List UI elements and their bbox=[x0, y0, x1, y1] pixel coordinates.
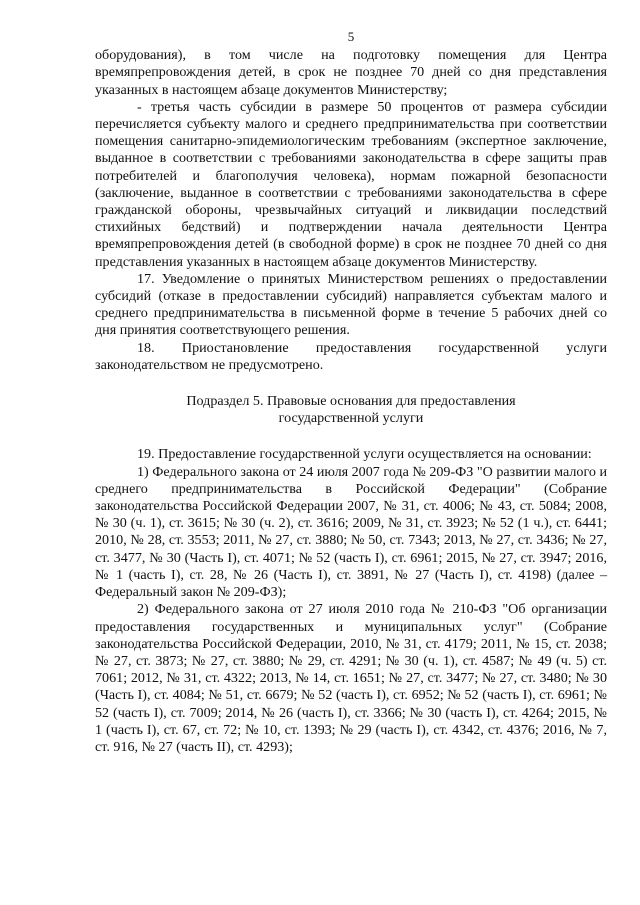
paragraph-third-subsidy-part: - третья часть субсидии в размере 50 процентов от размера субсидии перечисляется субъекту малого и среднего предпринимательства при соответствии помещения санитарно-эпидемиологическим требованиям (экспертное заключение, выданное в соответствии с требованиями законодательства в сфере защиты прав потребителей и благополучия человека), нормам пожарной безопасности (заключение, выданное в соответствии с требованиями законодательства в сфере гражданской обороны, чрезвычайных ситуаций и ликвидации последствий стихийных бедствий) и подтверждении начала деятельности Центра времяпрепровождения детей (в свободной форме) в срок не позднее 70 дней со дня представления указанных в настоящем абзаце документов Министерству. bbox=[95, 98, 607, 270]
spacer bbox=[95, 427, 607, 446]
spacer bbox=[95, 374, 607, 393]
paragraph-19-item-1: 1) Федерального закона от 24 июля 2007 года № 209-ФЗ "О развитии малого и среднего предпринимательства в Российской Федерации" (Собрание законодательства Российской Федерации 2007, № 31, ст. 4006; № 43, ст. 5084; 2008, № 30 (ч. 1), ст. 3615; № 30 (ч. 2), ст. 3616; 2009, № 31, ст. 3923; № 52 (1 ч.), ст. 6441; 2010, № 28, ст. 3553; 2011, № 27, ст. 3880; № 50, ст. 7343; 2013, № 27, ст. 3436; № 27, ст. 3477, № 30 (Часть I), ст. 4071; № 52 (часть I), ст. 6961; 2015, № 27, ст. 3947; 2016, № 1 (часть I), ст. 28, № 26 (Часть I), ст. 3891, № 27 (Часть I), ст. 4198) (далее – Федеральный закон № 209-ФЗ); bbox=[95, 463, 607, 601]
paragraph-19-item-2: 2) Федерального закона от 27 июля 2010 года № 210-ФЗ "Об организации предоставления государственных и муниципальных услуг" (Собрание законодательства Российской Федерации, 2010, № 31, ст. 4179; 2011, № 15, ст. 2038; № 27, ст. 3873; № 27, ст. 3880; № 29, ст. 4291; № 30 (ч. 1), ст. 4587; № 49 (ч. 5) ст. 7061; 2012, № 31, ст. 4322; 2013, № 14, ст. 1651; № 27, ст. 3477; № 27, ст. 3480; № 30 (Часть I), ст. 4084; № 51, ст. 6679; № 52 (часть I), ст. 6952; № 52 (часть I), ст. 6961; № 52 (часть I), ст. 7009; 2014, № 26 (часть I), ст. 3366; № 30 (часть I), ст. 4264; 2015, № 1 (часть I), ст. 67, ст. 72; № 10, ст. 1393; № 29 (часть I), ст. 4342, ст. 4376; 2016, № 7, ст. 916, № 27 (часть II), ст. 4293); bbox=[95, 601, 607, 755]
paragraph-17: 17. Уведомление о принятых Министерством решениях о предоставлении субсидий (отказе в предоставлении субсидий) направляется субъектам малого и среднего предпринимательства в письменной форме в течение 5 рабочих дней со дня принятия соответствующего решения. bbox=[95, 270, 607, 339]
paragraph-continuation: оборудования), в том числе на подготовку помещения для Центра времяпрепровождения детей, в срок не позднее 70 дней со дня представления указанных в настоящем абзаце документов Министерству; bbox=[95, 47, 607, 98]
page-number: 5 bbox=[347, 29, 355, 44]
paragraph-18: 18. Приостановление предоставления государственной услуги законодательством не предусмотрено. bbox=[95, 339, 607, 373]
paragraph-19: 19. Предоставление государственной услуги осуществляется на основании: bbox=[137, 446, 592, 463]
subsection-heading bbox=[95, 393, 607, 427]
subsection-heading-line-2: государственной услуги bbox=[278, 410, 424, 427]
subsection-heading-line-1: Подраздел 5. Правовые основания для предоставления bbox=[186, 393, 516, 410]
